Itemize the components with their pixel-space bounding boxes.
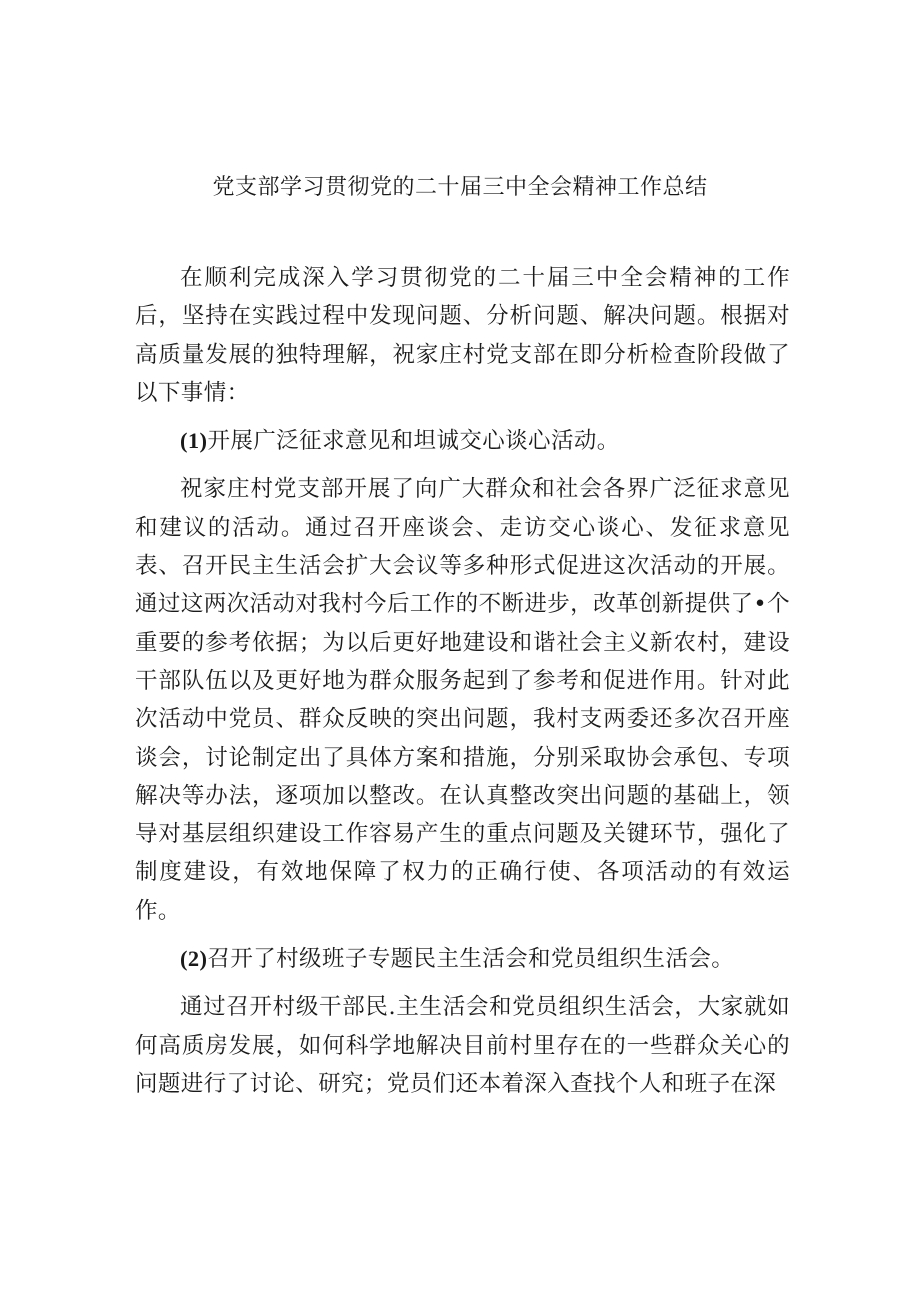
intro-paragraph: 在顺利完成深入学习贯彻党的二十届三中全会精神的工作后，坚持在实践过程中发现问题、分析问题、解决问题。根据对高质量发展的独特理解，祝家庄村党支部在即分析检查阶段做了以下事情： [135, 265, 790, 406]
section-number-1: (1) [180, 428, 208, 454]
section-heading-1 [135, 422, 790, 460]
section-heading-2 [135, 940, 790, 978]
document-title: 党支部学习贯彻党的二十届三中全会精神工作总结 [212, 175, 708, 200]
section-number-2: (2) [180, 946, 208, 972]
document-body [135, 259, 790, 1103]
section-body-2: 通过召开村级干部民.主生活会和党员组织生活会，大家就如何高质房发展，如何科学地解决目前村里存在的一些群众关心的问题进行了讨论、研究；党员们还本着深入查找个人和班子在深 [135, 994, 790, 1097]
section-heading-text-1: 开展广泛征求意见和坦诚交心谈心活动。 [207, 428, 620, 455]
section-body-1: 祝家庄村党支部开展了向广大群众和社会各界广泛征求意见和建议的活动。通过召开座谈会、走访交心谈心、发征求意见表、召开民主生活会扩大会议等多种形式促进这次活动的开展。通过这两次活动对我村今后工作的不断进步，改革创新提供了•个重要的参考依据；为以后更好地建设和谐社会主义新农村，建设干部队伍以及更好地为群众服务起到了参考和促进作用。针对此次活动中党员、群众反映的突出问题，我村支两委还多次召开座谈会，讨论制定出了具体方案和措施，分别采取协会承包、专项解决等办法，逐项加以整改。在认真整改突出问题的基础上，领导对基层组织建设工作容易产生的重点问题及关键环节，强化了制度建设，有效地保障了权力的正确行使、各项活动的有效运作。 [135, 476, 790, 924]
section-heading-text-2: 召开了村级班子专题民主生活会和党员组织生活会。 [207, 946, 735, 973]
